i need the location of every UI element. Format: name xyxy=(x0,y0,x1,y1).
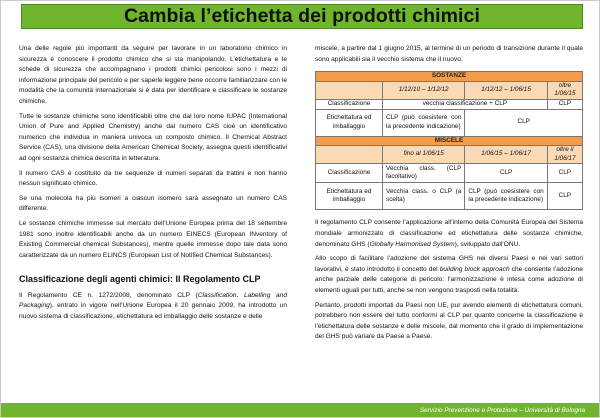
paragraph-einecs-elincs: Le sostanze chimiche immesse sul mercato dell’Unione Europea prima del 18 settembre 1981 sono inoltre identificabili anche da un numero EINECS (European INventory of Existing Commercial chemical Substances), mentre quelle immesse dopo tale data sono caratterizzate da un numero ELINCS (European List of Notified Chemical Substances). xyxy=(19,219,287,259)
table-date: 1/06/15 – 1/06/17 xyxy=(465,146,547,164)
ghs-text-b: ), sviluppato dall’ONU. xyxy=(454,240,521,248)
footer-banner xyxy=(1,403,599,417)
left-column xyxy=(19,44,287,323)
table-date: fino al 1/06/15 xyxy=(383,146,465,164)
paragraph-imports: Pertanto, prodotti importati da Paesi non UE, pur avendo elementi di etichettatura comuni, potrebbero non essere del tutto conformi al CLP per quanto concerne la classificazione e l’etichettatura delle sostanze e delle miscele, dal momento che il grado di implementazione del GHS può variare da Paese a Paese. xyxy=(315,301,583,341)
paragraph-building-block xyxy=(315,254,583,296)
paragraph-clp-regulation xyxy=(19,291,287,323)
table-cell: Vecchia class. o CLP (a scelta) xyxy=(383,183,465,210)
ghs-text-italic: Globally Harmonised System xyxy=(369,240,455,248)
paragraph-ghs xyxy=(315,218,583,250)
bb-text-a: Allo scopo di facilitare l’adozione del sistema GHS nei diversi Paesi e nei vari settori lavorativi, è stato introdotto il concetto del xyxy=(315,255,583,273)
table-cell-empty xyxy=(316,146,383,164)
table-row-label: Classificazione xyxy=(316,99,383,109)
table-date: oltre 1/06/15 xyxy=(547,81,582,99)
table-date: 1/12/10 – 1/12/12 xyxy=(383,81,465,99)
table-cell: CLP xyxy=(547,164,582,183)
clp-timeline-table xyxy=(315,71,583,210)
table-cell-empty xyxy=(316,81,383,99)
page-title: Cambia l’etichetta dei prodotti chimici xyxy=(123,5,481,27)
clp-text-italic: Classification, Labelling and Packaging xyxy=(19,291,287,310)
table-cell: vecchia classificazione + CLP xyxy=(383,99,548,109)
right-column xyxy=(315,44,583,343)
paragraph-transition: miscele, a partire dal 1 giugno 2015, al termine di un periodo di transizione durante il quale sono applicabili sia il vecchio sistema che il nuovo. xyxy=(315,45,583,63)
section-heading-clp: Classificazione degli agenti chimici: Il Regolamento CLP xyxy=(19,274,261,285)
table-date: oltre il 1/06/17 xyxy=(547,146,582,164)
paragraph-iupac-cas: Tutte le sostanze chimiche sono identificabili oltre che dal loro nome IUPAC (International Union of Pure and Applied Chemistry) anche dal numero CAS cioè un identificativo numerico che individua in maniera univoca un composto chimico. Il Chemical Abstract Service (CAS), una divisione della American Chemical Society, assegna questi identificativi ad ogni sostanza chimica descritta in letteratura. xyxy=(19,112,287,162)
table-row-label: Etichettatura ed imballaggio xyxy=(316,109,383,136)
table-cell: CLP xyxy=(465,109,583,136)
table-cell: Vecchia class. (CLP facoltativo) xyxy=(383,164,465,183)
table-cell: CLP xyxy=(465,164,547,183)
table-cell: CLP (può coesistere con la precedente indicazione) xyxy=(383,109,465,136)
ghs-text-a: Il regolamento CLP consente l’applicazione all’interno della Comunità Europea del Sistema mondiale armonizzato di classificazione ed etichettatura delle sostanze chimiche, denominato GHS ( xyxy=(315,219,583,248)
table-cell: CLP (può coesistere con la precedente indicazione) xyxy=(465,183,547,210)
clp-text-b: ), entrato in vigore nell’Unione Europea il 20 gennaio 2009, ha introdotto un nuovo sistema di classificazione, etichettatura ed imballaggio delle sostanze e delle xyxy=(19,302,287,321)
footer-text: Servizio Prevenzione e Protezione – Università di Bologna xyxy=(419,406,585,414)
table-section-miscele: MISCELE xyxy=(316,136,583,146)
clp-text-a: Il Regolamento CE n. 1272/2008, denominato CLP ( xyxy=(19,291,198,299)
table-cell: CLP xyxy=(547,183,582,210)
bb-text-b: che consente l’adozione anche parziale delle categorie di pericolo: l’armonizzazione è intesa come adozione di elementi uguali per tutti, anche se non vengono trasposti nella totalità. xyxy=(315,265,583,294)
paragraph-isomers: Se una molecola ha più isomeri a ciascun isomero sarà assegnato un numero CAS differente. xyxy=(19,194,287,213)
paragraph-cas-format: Il numero CAS è costituito da tre sequenze di numeri separati da trattini e non hanno nessun significato chimico. xyxy=(19,169,287,188)
table-date: 1/12/12 – 1/06/15 xyxy=(465,81,547,99)
bb-text-italic: building block approach xyxy=(439,265,510,273)
table-cell: CLP xyxy=(547,99,582,109)
table-row-label: Etichettatura ed imballaggio xyxy=(316,183,383,210)
table-section-sostanze: SOSTANZE xyxy=(316,72,583,82)
title-banner xyxy=(21,4,583,29)
paragraph-intro: Una delle regole più importanti da seguire per lavorare in un laboratorio chimico in sicurezza è conoscere il prodotto chimico che si sta manipolando. L’etichettatura e le schede di sicurezza che accompagnano i prodotti chimici pericolosi sono i mezzi di informazione principale del pericolo e per saperle leggere bene occorre familiarizzare con le modalità che la comunità internazionale si è data per identificare e classificare le sostanze chimiche. xyxy=(19,45,287,105)
table-row-label: Classificazione xyxy=(316,164,383,183)
